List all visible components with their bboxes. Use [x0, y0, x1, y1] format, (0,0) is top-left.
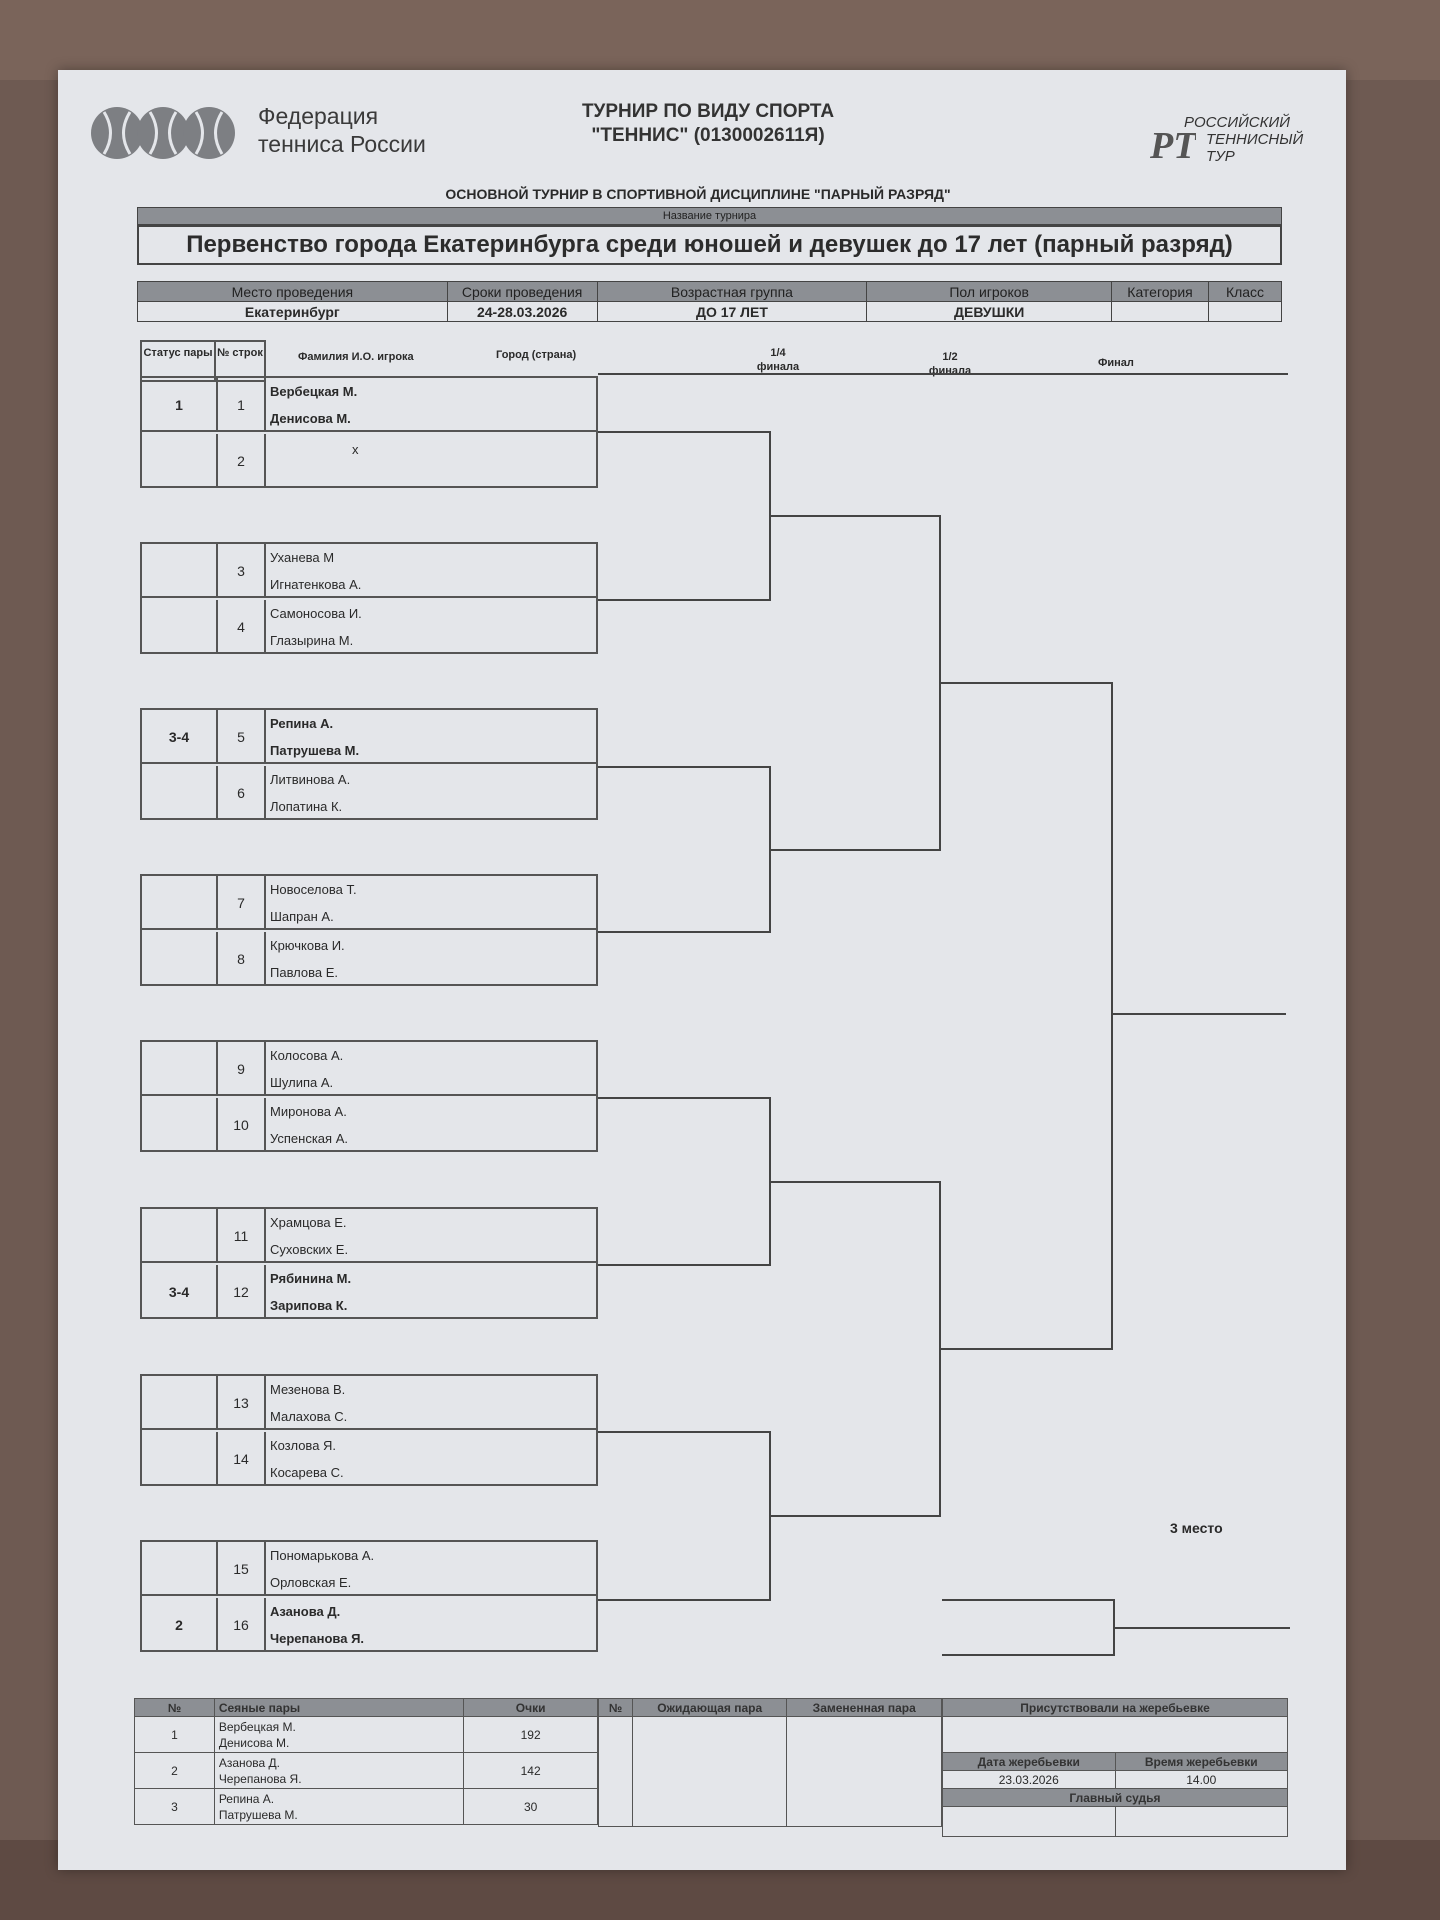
place-label: Место проведения [138, 282, 448, 302]
entry-player-1: Пономарькова А. [270, 1548, 375, 1563]
entry-player-2: Косарева С. [270, 1465, 344, 1480]
entry-player-2: Игнатенкова А. [270, 577, 362, 592]
entry-number: 2 [218, 434, 266, 488]
entry-number: 7 [218, 876, 266, 930]
entry-status: 3-4 [142, 1265, 218, 1319]
entry-number: 15 [218, 1542, 266, 1596]
seed-num: 3 [135, 1789, 215, 1825]
entry-player-1: Козлова Я. [270, 1438, 337, 1453]
draw-sheet [58, 70, 1346, 1870]
waiting-pair-header: Ожидающая пара [632, 1699, 787, 1717]
third-place-label: 3 место [1170, 1520, 1223, 1536]
svg-text:РТ: РТ [1150, 125, 1196, 167]
entry-player-1: Вербецкая М. [270, 384, 358, 399]
entry-player-2: Патрушева М. [270, 743, 360, 758]
entry-number: 8 [218, 932, 266, 986]
entry-player-2: Павлова Е. [270, 965, 339, 980]
entry-player-1: Колосова А. [270, 1048, 344, 1063]
dates-value: 24-28.03.2026 [447, 302, 597, 322]
gender-value: ДЕВУШКИ [867, 302, 1112, 322]
rows-column-header: № строк [216, 340, 266, 382]
seed-row [135, 1789, 598, 1825]
entry-number: 5 [218, 710, 266, 764]
rtt-line-2: ТЕННИСНЫЙ [1206, 131, 1304, 148]
gender-label: Пол игроков [867, 282, 1112, 302]
seeds-points-header: Очки [464, 1699, 598, 1717]
entry-player-2: Шапран А. [270, 909, 334, 924]
seed-points: 142 [464, 1753, 598, 1789]
entry-number: 16 [218, 1598, 266, 1652]
entry-player-2: Шулипа А. [270, 1075, 334, 1090]
seed-player: Репина А. [218, 1791, 275, 1806]
draw-time-label: Время жеребьевки [1115, 1753, 1288, 1771]
waiting-pairs-table [598, 1698, 942, 1827]
bracket-lines [58, 70, 1346, 1870]
seed-player: Черепанова Я. [218, 1771, 302, 1786]
referee-header: Главный судья [943, 1789, 1288, 1807]
entry-player-2: Суховских Е. [270, 1242, 349, 1257]
entry-number: 3 [218, 544, 266, 598]
federation-line-1: Федерация [258, 103, 379, 129]
draw-date-label: Дата жеребьевки [943, 1753, 1116, 1771]
entry-player-1: Крючкова И. [270, 938, 345, 953]
entry-player-1: Литвинова А. [270, 772, 351, 787]
entry-player-2: Орловская Е. [270, 1575, 352, 1590]
seeds-num-header: № [135, 1699, 215, 1717]
seed-player: Азанова Д. [218, 1755, 281, 1770]
entry-player-2: Зарипова К. [270, 1298, 348, 1313]
status-column-header: Статус пары [140, 340, 216, 382]
seed-row [135, 1753, 598, 1789]
age-value: ДО 17 ЛЕТ [597, 302, 867, 322]
tournament-line-2: "ТЕННИС" (0130002611Я) [591, 125, 825, 146]
seed-points: 192 [464, 1717, 598, 1753]
waiting-num-header: № [599, 1699, 633, 1717]
rtt-line-1: РОССИЙСКИЙ [1184, 114, 1290, 131]
entry-player-1: x [352, 442, 359, 457]
category-label: Категория [1112, 282, 1209, 302]
entry-status: 1 [142, 378, 218, 432]
entry-player-2: Денисова М. [270, 411, 351, 426]
class-label: Класс [1209, 282, 1282, 302]
entry-player-1: Храмцова Е. [270, 1215, 347, 1230]
seed-points: 30 [464, 1789, 598, 1825]
dates-label: Сроки проведения [447, 282, 597, 302]
final-column-header: Финал [1098, 357, 1134, 369]
federation-line-2: тенниса России [258, 131, 426, 157]
seeds-pairs-header: Сеяные пары [214, 1699, 463, 1717]
entry-status: 3-4 [142, 710, 218, 764]
sf-column-header: 1/2 финала [928, 351, 972, 377]
seed-player: Денисова М. [218, 1735, 290, 1750]
seed-num: 2 [135, 1753, 215, 1789]
entry-player-1: Новоселова Т. [270, 882, 357, 897]
entry-player-2: Глазырина М. [270, 633, 354, 648]
entry-number: 6 [218, 766, 266, 820]
draw-time-value: 14.00 [1115, 1771, 1288, 1789]
tournament-line-1: ТУРНИР ПО ВИДУ СПОРТА [581, 101, 835, 122]
name-column-header: Фамилия И.О. игрока [298, 351, 414, 363]
entry-player-1: Репина А. [270, 716, 334, 731]
tournament-name-label: Название турнира [137, 207, 1282, 225]
present-header: Присутствовали на жеребьевке [943, 1699, 1288, 1717]
entry-player-1: Уханева М [270, 550, 335, 565]
entry-player-2: Черепанова Я. [270, 1631, 365, 1646]
entry-player-1: Самоносова И. [270, 606, 362, 621]
entry-number: 9 [218, 1042, 266, 1096]
seed-player: Вербецкая М. [218, 1719, 296, 1734]
place-value: Екатеринбург [138, 302, 448, 322]
entry-status: 2 [142, 1598, 218, 1652]
draw-date-value: 23.03.2026 [943, 1771, 1116, 1789]
replaced-pair-header: Замененная пара [787, 1699, 942, 1717]
entry-number: 13 [218, 1376, 266, 1430]
seeds-table [134, 1698, 598, 1825]
entry-number: 1 [218, 378, 266, 432]
entry-player-2: Лопатина К. [270, 799, 343, 814]
entry-player-1: Миронова А. [270, 1104, 347, 1119]
seed-num: 1 [135, 1717, 215, 1753]
background-top [0, 0, 1440, 80]
entry-number: 10 [218, 1098, 266, 1152]
entry-player-1: Мезенова В. [270, 1382, 346, 1397]
seed-player: Патрушева М. [218, 1807, 298, 1822]
entry-number: 4 [218, 600, 266, 654]
entry-player-1: Рябинина М. [270, 1271, 352, 1286]
entry-number: 11 [218, 1209, 266, 1263]
entry-player-2: Малахова С. [270, 1409, 348, 1424]
entry-player-1: Азанова Д. [270, 1604, 341, 1619]
rtt-line-3: ТУР [1206, 148, 1235, 165]
age-label: Возрастная группа [597, 282, 867, 302]
entry-number: 14 [218, 1432, 266, 1486]
main-discipline: ОСНОВНОЙ ТУРНИР В СПОРТИВНОЙ ДИСЦИПЛИНЕ "ПАРНЫЙ РАЗРЯД" [445, 186, 951, 202]
entry-number: 12 [218, 1265, 266, 1319]
entry-player-2: Успенская А. [270, 1131, 348, 1146]
tournament-title: Первенство города Екатеринбурга среди юношей и девушек до 17 лет (парный разряд) [137, 225, 1282, 265]
qf-column-header: 1/4 финала [756, 347, 800, 373]
city-column-header: Город (страна) [496, 349, 577, 361]
seed-row [135, 1717, 598, 1753]
draw-info-table [942, 1698, 1288, 1837]
